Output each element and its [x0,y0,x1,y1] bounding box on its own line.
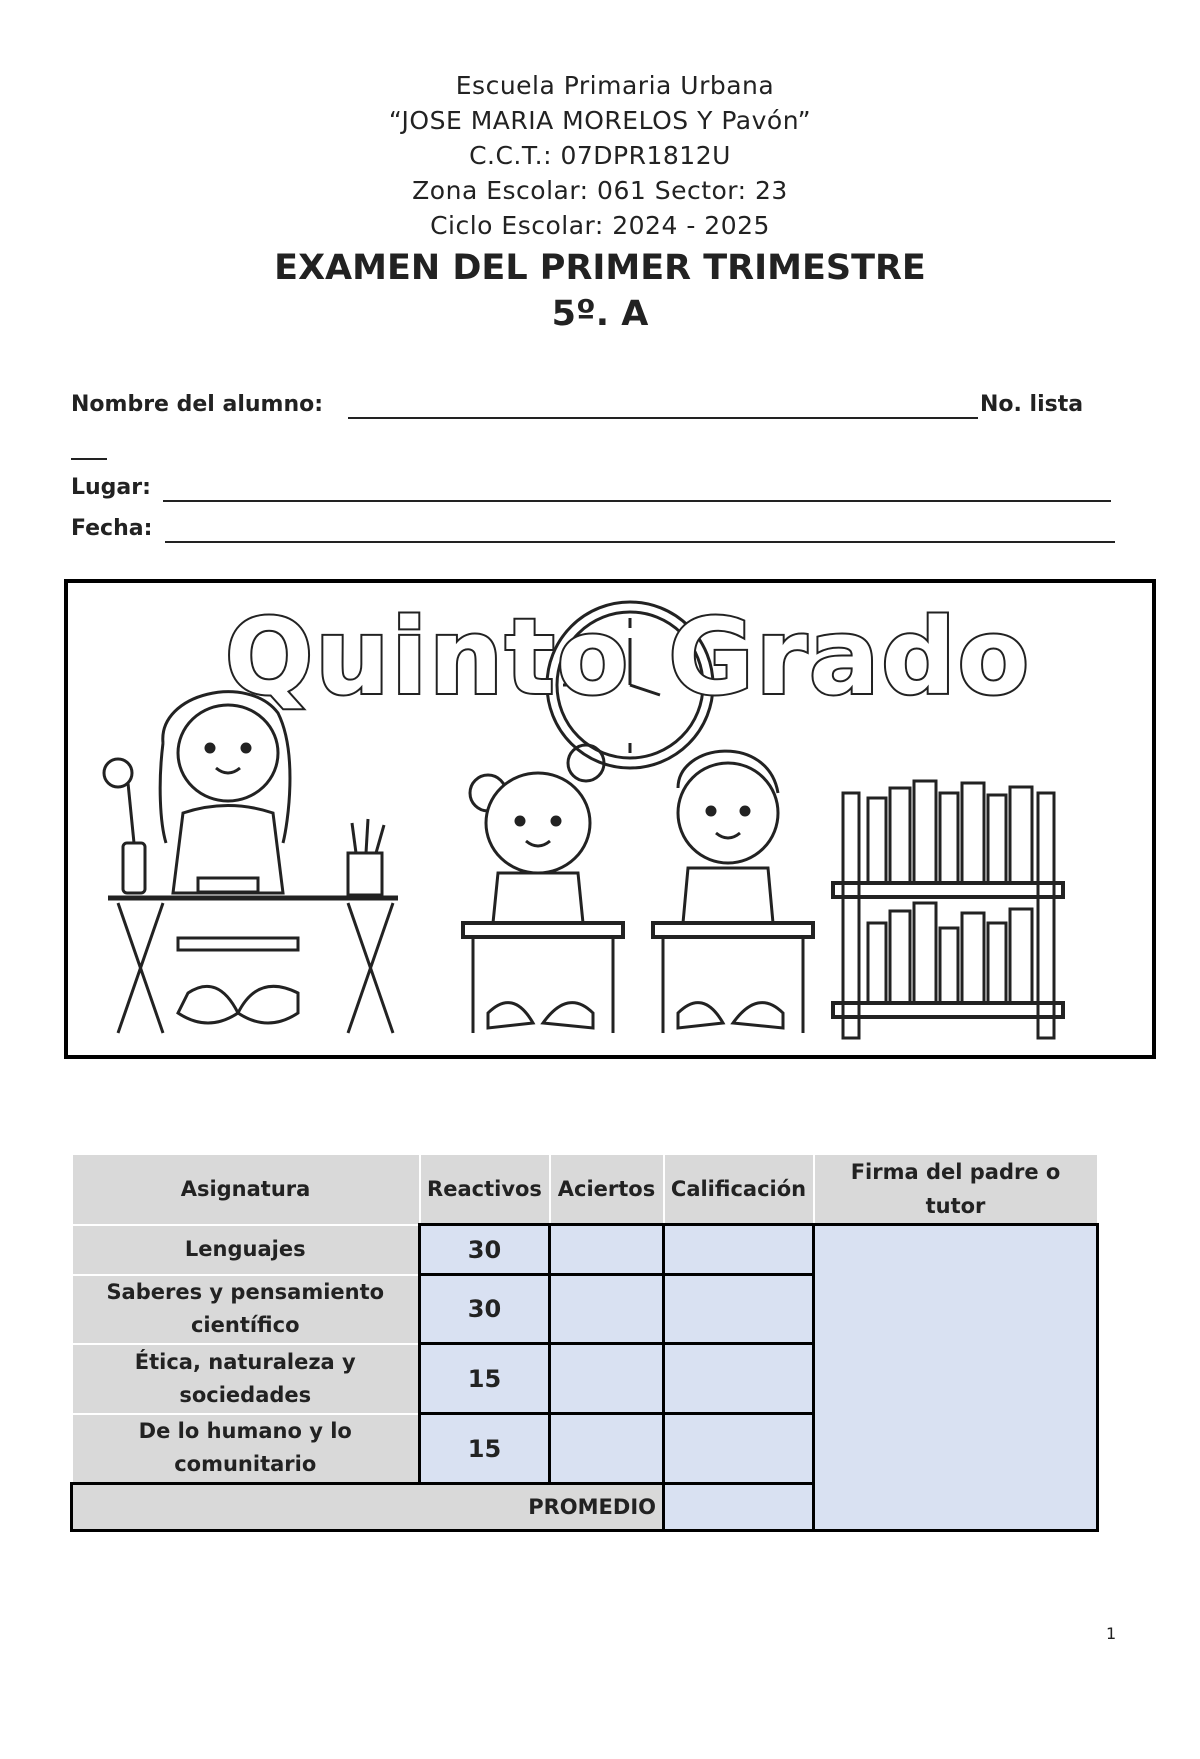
school-zone: Zona Escolar: 061 Sector: 23 [412,176,788,205]
header-subject: Asignatura [72,1154,420,1225]
grade-cell[interactable] [664,1275,814,1344]
school-name: Escuela Primaria Urbana [455,71,775,100]
date-label: Fecha: [71,516,153,541]
grade-cell[interactable] [664,1344,814,1414]
student-name-label: Nombre del alumno: [71,392,324,417]
table-row [72,1225,1098,1275]
correct-cell[interactable] [550,1414,664,1484]
table-header-row [72,1154,1098,1225]
header-items: Reactivos [420,1154,550,1225]
correct-cell[interactable] [550,1275,664,1344]
list-number-label: No. lista [980,392,1084,417]
grade-cell[interactable] [664,1414,814,1484]
student-girl-middle-icon [463,745,623,1033]
header-grade: Calificación [664,1154,814,1225]
subject-cell: Saberes y pensamiento científico [72,1275,420,1344]
exam-title: EXAMEN DEL PRIMER TRIMESTRE [274,248,926,288]
correct-cell[interactable] [550,1225,664,1275]
header-signature: Firma del padre o tutor [814,1154,1098,1225]
header-correct: Aciertos [550,1154,664,1225]
school-title: “JOSE MARIA MORELOS Y Pavón” [388,106,812,135]
student-girl-left-icon [104,692,398,1033]
grades-table [70,1153,1099,1532]
items-cell: 15 [420,1414,550,1484]
banner-title: Quinto Grado [224,596,1032,718]
document-header [0,68,1200,337]
page-number: 1 [1106,1624,1117,1643]
average-cell[interactable] [664,1484,814,1531]
bookshelf-icon [833,781,1063,1038]
signature-cell[interactable] [814,1225,1098,1531]
grade-cell[interactable] [664,1225,814,1275]
school-cct: C.C.T.: 07DPR1812U [469,141,731,170]
correct-cell[interactable] [550,1344,664,1414]
items-cell: 30 [420,1225,550,1275]
items-cell: 15 [420,1344,550,1414]
items-cell: 30 [420,1275,550,1344]
place-label: Lugar: [71,475,151,500]
banner-illustration [68,583,1152,1055]
list-number-line[interactable] [71,458,107,460]
quinto-grado-banner [64,579,1156,1059]
student-boy-icon [653,751,813,1033]
student-name-line[interactable] [348,417,978,419]
exam-group: 5º. A [551,294,649,334]
subject-cell: Ética, naturaleza y sociedades [72,1344,420,1414]
subject-cell: De lo humano y lo comunitario [72,1414,420,1484]
subject-cell: Lenguajes [72,1225,420,1275]
school-cycle: Ciclo Escolar: 2024 - 2025 [430,211,770,240]
average-label: PROMEDIO [72,1484,664,1531]
date-line[interactable] [165,541,1115,543]
place-line[interactable] [163,500,1111,502]
